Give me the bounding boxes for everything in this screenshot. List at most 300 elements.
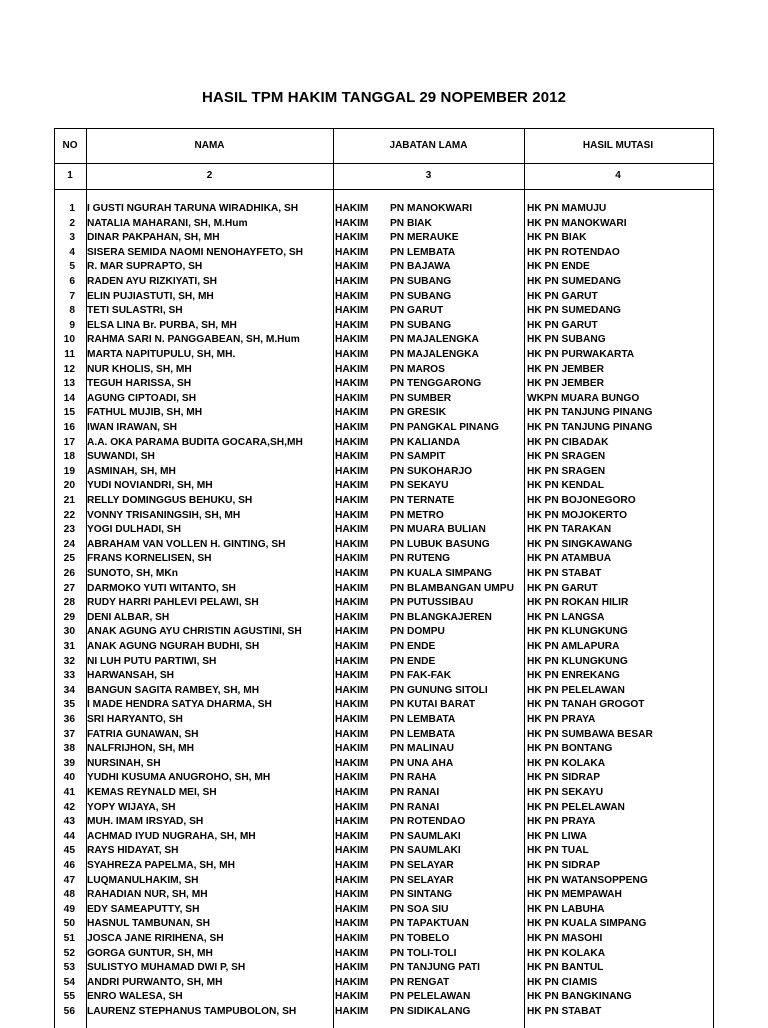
row-jabatan: HAKIM bbox=[335, 962, 369, 974]
row-pn: PN LEMBATA bbox=[390, 714, 456, 725]
row-jabatan: HAKIM bbox=[335, 407, 369, 419]
row-pn: PN RAHA bbox=[390, 772, 437, 784]
row-no: 44 bbox=[63, 830, 75, 842]
table-row bbox=[54, 713, 712, 728]
row-pn: PN MAJALENGKA bbox=[390, 334, 479, 346]
row-hasil-mutasi: HK PN GARUT bbox=[527, 290, 598, 302]
row-jabatan: HAKIM bbox=[335, 232, 369, 244]
table-row bbox=[54, 509, 712, 524]
row-hasil-mutasi: HK PN MEMPAWAH bbox=[527, 889, 622, 901]
row-nama: RAHMA SARI N. PANGGABEAN, SH, M.Hum bbox=[87, 334, 300, 346]
row-no: 36 bbox=[63, 714, 75, 725]
row-jabatan: HAKIM bbox=[335, 933, 369, 944]
row-hasil-mutasi: WKPN MUARA BUNGO bbox=[527, 392, 640, 404]
table-row bbox=[54, 625, 712, 640]
row-hasil-mutasi: HK PN SUMEDANG bbox=[527, 276, 621, 287]
row-no: 9 bbox=[69, 319, 75, 331]
row-no: 42 bbox=[63, 801, 75, 813]
row-pn: PN KALIANDA bbox=[390, 436, 461, 448]
table-row bbox=[54, 348, 712, 363]
row-pn: PN TENGGARONG bbox=[390, 378, 482, 390]
table-row bbox=[54, 728, 712, 743]
row-hasil-mutasi: HK PN LANGSA bbox=[527, 611, 605, 623]
table-row bbox=[54, 801, 712, 816]
row-jabatan: HAKIM bbox=[335, 246, 369, 258]
row-jabatan: HAKIM bbox=[335, 743, 369, 755]
row-jabatan: HAKIM bbox=[335, 728, 369, 740]
row-hasil-mutasi: HK PN PELELAWAN bbox=[527, 801, 625, 813]
row-pn: PN GUNUNG SITOLI bbox=[390, 684, 488, 696]
row-pn: PN TANJUNG PATI bbox=[390, 962, 480, 974]
table-row bbox=[54, 290, 712, 305]
row-jabatan: HAKIM bbox=[335, 480, 369, 492]
row-nama: FRANS KORNELISEN, SH bbox=[87, 553, 212, 565]
row-no: 19 bbox=[63, 465, 75, 477]
table-row bbox=[54, 567, 712, 582]
header-number-3: 3 bbox=[425, 170, 432, 181]
table-row bbox=[54, 217, 712, 232]
row-pn: PN TOLI-TOLI bbox=[390, 947, 457, 959]
table-row bbox=[54, 990, 712, 1005]
row-no: 54 bbox=[63, 976, 75, 988]
row-no: 29 bbox=[63, 611, 75, 623]
row-hasil-mutasi: HK PN SIDRAP bbox=[527, 860, 601, 871]
row-jabatan: HAKIM bbox=[335, 1006, 369, 1017]
row-pn: PN MAJALENGKA bbox=[390, 349, 479, 360]
row-nama: KEMAS REYNALD MEI, SH bbox=[87, 787, 217, 798]
table-row bbox=[54, 684, 712, 699]
row-pn: PN ENDE bbox=[390, 655, 436, 667]
table-row bbox=[54, 479, 712, 494]
row-jabatan: HAKIM bbox=[335, 509, 369, 521]
row-hasil-mutasi: HK PN TUAL bbox=[527, 845, 589, 857]
row-pn: PN FAK-FAK bbox=[390, 670, 452, 682]
row-hasil-mutasi: HK PN KENDAL bbox=[527, 480, 604, 492]
row-hasil-mutasi: HK PN TANAH GROGOT bbox=[527, 699, 645, 711]
row-nama: SISERA SEMIDA NAOMI NENOHAYFETO, SH bbox=[87, 246, 304, 258]
table-row bbox=[54, 669, 712, 684]
row-pn: PN UNA AHA bbox=[390, 757, 454, 769]
row-jabatan: HAKIM bbox=[335, 787, 369, 798]
table-row bbox=[54, 830, 712, 845]
row-no: 40 bbox=[63, 772, 75, 784]
row-no: 53 bbox=[63, 962, 75, 974]
row-jabatan: HAKIM bbox=[335, 436, 369, 448]
row-nama: BANGUN SAGITA RAMBEY, SH, MH bbox=[87, 684, 260, 696]
row-jabatan: HAKIM bbox=[335, 451, 369, 463]
row-jabatan: HAKIM bbox=[335, 538, 369, 550]
table-row bbox=[54, 640, 712, 655]
row-nama: FATRIA GUNAWAN, SH bbox=[87, 728, 199, 740]
row-no: 17 bbox=[63, 436, 75, 448]
row-no: 48 bbox=[63, 889, 75, 901]
row-hasil-mutasi: HK PN BANGKINANG bbox=[527, 991, 632, 1003]
table-row bbox=[54, 246, 712, 261]
table-row bbox=[54, 844, 712, 859]
table-top-border bbox=[54, 128, 713, 129]
row-hasil-mutasi: HK PN PRAYA bbox=[527, 714, 596, 725]
row-nama: NURSINAH, SH bbox=[87, 757, 161, 769]
table-row bbox=[54, 757, 712, 772]
row-nama: YOGI DULHADI, SH bbox=[87, 524, 181, 536]
row-hasil-mutasi: HK PN TANJUNG PINANG bbox=[527, 422, 653, 433]
row-no: 46 bbox=[63, 860, 75, 871]
row-jabatan: HAKIM bbox=[335, 392, 369, 404]
row-no: 24 bbox=[63, 538, 75, 550]
row-nama: IWAN IRAWAN, SH bbox=[87, 422, 177, 433]
row-hasil-mutasi: HK PN AMLAPURA bbox=[527, 641, 620, 652]
row-hasil-mutasi: HK PN TANJUNG PINANG bbox=[527, 407, 653, 419]
row-nama: ANAK AGUNG AYU CHRISTIN AGUSTINI, SH bbox=[87, 626, 302, 638]
header-nama: NAMA bbox=[194, 140, 225, 151]
row-hasil-mutasi: HK PN BIAK bbox=[527, 232, 587, 244]
table-row bbox=[54, 947, 712, 962]
table-row bbox=[54, 552, 712, 567]
row-jabatan: HAKIM bbox=[335, 772, 369, 784]
table-row bbox=[54, 260, 712, 275]
row-nama: RAYS HIDAYAT, SH bbox=[87, 845, 179, 857]
row-no: 8 bbox=[69, 305, 75, 317]
row-no: 13 bbox=[63, 378, 75, 390]
row-jabatan: HAKIM bbox=[335, 670, 369, 682]
row-no: 25 bbox=[63, 553, 75, 565]
row-no: 3 bbox=[69, 232, 75, 244]
row-hasil-mutasi: HK PN PURWAKARTA bbox=[527, 349, 635, 360]
row-hasil-mutasi: HK PN CIBADAK bbox=[527, 436, 609, 448]
row-jabatan: HAKIM bbox=[335, 860, 369, 871]
row-pn: PN MUARA BULIAN bbox=[390, 524, 486, 536]
row-jabatan: HAKIM bbox=[335, 947, 369, 959]
row-pn: PN BAJAWA bbox=[390, 261, 451, 273]
row-jabatan: HAKIM bbox=[335, 334, 369, 346]
row-hasil-mutasi: HK PN KOLAKA bbox=[527, 947, 606, 959]
row-no: 43 bbox=[63, 816, 75, 828]
row-jabatan: HAKIM bbox=[335, 422, 369, 433]
row-jabatan: HAKIM bbox=[335, 363, 369, 375]
table-row bbox=[54, 421, 712, 436]
row-nama: NATALIA MAHARANI, SH, M.Hum bbox=[87, 217, 248, 229]
row-pn: PN KUTAI BARAT bbox=[390, 699, 476, 711]
header-number-4: 4 bbox=[615, 170, 621, 181]
row-no: 31 bbox=[63, 641, 75, 652]
row-nama: NUR KHOLIS, SH, MH bbox=[87, 363, 192, 375]
row-jabatan: HAKIM bbox=[335, 830, 369, 842]
row-no: 45 bbox=[63, 845, 75, 857]
row-pn: PN RANAI bbox=[390, 801, 440, 813]
table-row bbox=[54, 932, 712, 947]
row-pn: PN METRO bbox=[390, 509, 444, 521]
row-pn: PN SUBANG bbox=[390, 319, 452, 331]
table-row bbox=[54, 611, 712, 626]
table-row bbox=[54, 231, 712, 246]
table-row bbox=[54, 874, 712, 889]
row-pn: PN LEMBATA bbox=[390, 728, 456, 740]
row-jabatan: HAKIM bbox=[335, 276, 369, 287]
row-nama: RUDY HARRI PAHLEVI PELAWI, SH bbox=[87, 597, 259, 609]
row-nama: I GUSTI NGURAH TARUNA WIRADHIKA, SH bbox=[87, 203, 299, 214]
row-pn: PN DOMPU bbox=[390, 626, 445, 638]
row-pn: PN PANGKAL PINANG bbox=[390, 422, 499, 433]
row-jabatan: HAKIM bbox=[335, 217, 369, 229]
row-pn: PN TOBELO bbox=[390, 933, 450, 944]
row-pn: PN BLAMBANGAN UMPU bbox=[390, 582, 514, 594]
row-nama: A.A. OKA PARAMA BUDITA GOCARA,SH,MH bbox=[87, 436, 303, 448]
row-nama: TEGUH HARISSA, SH bbox=[87, 378, 192, 390]
row-jabatan: HAKIM bbox=[335, 845, 369, 857]
row-jabatan: HAKIM bbox=[335, 568, 369, 579]
row-jabatan: HAKIM bbox=[335, 319, 369, 331]
row-hasil-mutasi: HK PN KLUNGKUNG bbox=[527, 655, 628, 667]
row-hasil-mutasi: HK PN STABAT bbox=[527, 1006, 602, 1017]
row-nama: ACHMAD IYUD NUGRAHA, SH, MH bbox=[87, 830, 256, 842]
row-no: 26 bbox=[63, 568, 75, 579]
row-hasil-mutasi: HK PN TARAKAN bbox=[527, 524, 612, 536]
table-row bbox=[54, 771, 712, 786]
row-jabatan: HAKIM bbox=[335, 553, 369, 565]
row-hasil-mutasi: HK PN BANTUL bbox=[527, 962, 604, 974]
header-number-2: 2 bbox=[206, 170, 213, 181]
row-jabatan: HAKIM bbox=[335, 655, 369, 667]
row-pn: PN PELELAWAN bbox=[390, 991, 471, 1003]
row-jabatan: HAKIM bbox=[335, 611, 369, 623]
row-no: 47 bbox=[63, 874, 75, 886]
row-hasil-mutasi: HK PN JEMBER bbox=[527, 363, 604, 375]
row-no: 10 bbox=[63, 334, 75, 346]
row-nama: MARTA NAPITUPULU, SH, MH. bbox=[87, 349, 236, 360]
row-hasil-mutasi: HK PN SRAGEN bbox=[527, 465, 606, 477]
row-no: 22 bbox=[63, 509, 75, 521]
table-row bbox=[54, 377, 712, 392]
table-row bbox=[54, 859, 712, 874]
row-pn: PN SUMBER bbox=[390, 392, 452, 404]
row-hasil-mutasi: HK PN KOLAKA bbox=[527, 757, 606, 769]
table-row bbox=[54, 406, 712, 421]
row-no: 30 bbox=[63, 626, 75, 638]
row-jabatan: HAKIM bbox=[335, 903, 369, 915]
row-hasil-mutasi: HK PN ENDE bbox=[527, 261, 590, 273]
row-nama: TETI SULASTRI, SH bbox=[87, 305, 183, 317]
row-jabatan: HAKIM bbox=[335, 203, 369, 214]
table-row bbox=[54, 698, 712, 713]
table-row bbox=[54, 538, 712, 553]
row-no: 28 bbox=[63, 597, 75, 609]
row-pn: PN PUTUSSIBAU bbox=[390, 597, 474, 609]
row-jabatan: HAKIM bbox=[335, 976, 369, 988]
table-row bbox=[54, 275, 712, 290]
row-nama: HASNUL TAMBUNAN, SH bbox=[87, 918, 210, 930]
table-row bbox=[54, 961, 712, 976]
row-pn: PN SELAYAR bbox=[390, 860, 454, 871]
row-pn: PN TAPAKTUAN bbox=[390, 918, 469, 930]
row-no: 2 bbox=[69, 217, 75, 229]
row-jabatan: HAKIM bbox=[335, 626, 369, 638]
row-hasil-mutasi: HK PN MAMUJU bbox=[527, 203, 607, 214]
row-pn: PN SUBANG bbox=[390, 276, 452, 287]
row-pn: PN MALINAU bbox=[390, 743, 454, 755]
row-nama: GORGA GUNTUR, SH, MH bbox=[87, 947, 213, 959]
row-no: 38 bbox=[63, 743, 75, 755]
row-jabatan: HAKIM bbox=[335, 684, 369, 696]
table-row bbox=[54, 582, 712, 597]
table-row bbox=[54, 450, 712, 465]
row-nama: LAURENZ STEPHANUS TAMPUBOLON, SH bbox=[87, 1006, 297, 1017]
table-row bbox=[54, 1005, 712, 1020]
row-jabatan: HAKIM bbox=[335, 918, 369, 930]
row-hasil-mutasi: HK PN MOJOKERTO bbox=[527, 509, 627, 521]
row-hasil-mutasi: HK PN SIDRAP bbox=[527, 772, 601, 784]
header-number-1: 1 bbox=[67, 170, 73, 181]
row-pn: PN LEMBATA bbox=[390, 246, 456, 258]
row-jabatan: HAKIM bbox=[335, 699, 369, 711]
row-jabatan: HAKIM bbox=[335, 597, 369, 609]
row-hasil-mutasi: HK PN KUALA SIMPANG bbox=[527, 918, 647, 930]
row-nama: MUH. IMAM IRSYAD, SH bbox=[87, 816, 204, 828]
row-no: 55 bbox=[63, 991, 75, 1003]
table-row bbox=[54, 436, 712, 451]
row-no: 6 bbox=[69, 276, 75, 287]
row-hasil-mutasi: HK PN ROKAN HILIR bbox=[527, 597, 629, 609]
row-pn: PN LUBUK BASUNG bbox=[390, 538, 490, 550]
row-pn: PN MAROS bbox=[390, 363, 445, 375]
row-nama: SYAHREZA PAPELMA, SH, MH bbox=[87, 860, 235, 871]
row-nama: EDY SAMEAPUTTY, SH bbox=[87, 903, 200, 915]
row-no: 33 bbox=[63, 670, 75, 682]
row-no: 21 bbox=[63, 495, 75, 506]
header-hasil-mutasi: HASIL MUTASI bbox=[582, 140, 654, 151]
row-jabatan: HAKIM bbox=[335, 465, 369, 477]
row-pn: PN ENDE bbox=[390, 641, 436, 652]
row-no: 56 bbox=[63, 1006, 75, 1017]
row-no: 49 bbox=[63, 903, 75, 915]
header-divider bbox=[54, 163, 713, 164]
row-nama: ELIN PUJIASTUTI, SH, MH bbox=[87, 290, 214, 302]
row-hasil-mutasi: HK PN MASOHI bbox=[527, 933, 603, 944]
row-hasil-mutasi: HK PN GARUT bbox=[527, 319, 598, 331]
row-no: 1 bbox=[69, 203, 75, 214]
row-nama: SUNOTO, SH, MKn bbox=[87, 568, 178, 579]
row-nama: YUDI NOVIANDRI, SH, MH bbox=[87, 480, 213, 492]
row-hasil-mutasi: HK PN PRAYA bbox=[527, 816, 596, 828]
row-pn: PN SAUMLAKI bbox=[390, 830, 461, 842]
row-nama: ANDRI PURWANTO, SH, MH bbox=[87, 976, 223, 988]
row-pn: PN RANAI bbox=[390, 787, 440, 798]
table-row bbox=[54, 742, 712, 757]
row-jabatan: HAKIM bbox=[335, 290, 369, 302]
header-no: NO bbox=[62, 140, 78, 151]
row-nama: RAHADIAN NUR, SH, MH bbox=[87, 889, 208, 901]
row-jabatan: HAKIM bbox=[335, 816, 369, 828]
row-pn: PN SIDIKALANG bbox=[390, 1006, 471, 1017]
row-nama: ABRAHAM VAN VOLLEN H. GINTING, SH bbox=[87, 538, 286, 550]
row-nama: DINAR PAKPAHAN, SH, MH bbox=[87, 232, 220, 244]
row-no: 15 bbox=[63, 407, 75, 419]
table-row bbox=[54, 333, 712, 348]
table-row bbox=[54, 786, 712, 801]
row-no: 51 bbox=[63, 933, 75, 944]
row-nama: ELSA LINA Br. PURBA, SH, MH bbox=[87, 319, 237, 331]
table-row bbox=[54, 494, 712, 509]
row-pn: PN SAMPIT bbox=[390, 451, 446, 463]
table-row bbox=[54, 903, 712, 918]
row-nama: HARWANSAH, SH bbox=[87, 670, 174, 682]
row-jabatan: HAKIM bbox=[335, 714, 369, 725]
row-hasil-mutasi: HK PN BOJONEGORO bbox=[527, 495, 636, 506]
row-jabatan: HAKIM bbox=[335, 641, 369, 652]
row-jabatan: HAKIM bbox=[335, 495, 369, 506]
row-no: 52 bbox=[63, 947, 75, 959]
row-jabatan: HAKIM bbox=[335, 757, 369, 769]
row-hasil-mutasi: HK PN MANOKWARI bbox=[527, 217, 627, 229]
row-hasil-mutasi: HK PN LIWA bbox=[527, 830, 587, 842]
row-hasil-mutasi: HK PN PELELAWAN bbox=[527, 684, 625, 696]
row-no: 39 bbox=[63, 757, 75, 769]
row-no: 32 bbox=[63, 655, 75, 667]
row-hasil-mutasi: HK PN BONTANG bbox=[527, 743, 613, 755]
row-nama: ANAK AGUNG NGURAH BUDHI, SH bbox=[87, 641, 260, 652]
row-pn: PN SELAYAR bbox=[390, 874, 454, 886]
row-pn: PN TERNATE bbox=[390, 495, 455, 506]
row-no: 23 bbox=[63, 524, 75, 536]
row-nama: LUQMANULHAKIM, SH bbox=[87, 874, 199, 886]
row-nama: RADEN AYU RIZKIYATI, SH bbox=[87, 276, 218, 287]
row-no: 50 bbox=[63, 918, 75, 930]
row-pn: PN BIAK bbox=[390, 217, 432, 229]
row-nama: I MADE HENDRA SATYA DHARMA, SH bbox=[87, 699, 272, 711]
row-hasil-mutasi: HK PN SUBANG bbox=[527, 334, 606, 346]
row-hasil-mutasi: HK PN SINGKAWANG bbox=[527, 538, 633, 550]
row-hasil-mutasi: HK PN JEMBER bbox=[527, 378, 604, 390]
row-hasil-mutasi: HK PN ROTENDAO bbox=[527, 246, 620, 258]
row-nama: DENI ALBAR, SH bbox=[87, 611, 170, 623]
row-no: 16 bbox=[63, 422, 75, 433]
row-nama: NI LUH PUTU PARTIWI, SH bbox=[87, 655, 217, 667]
table-row bbox=[54, 202, 712, 217]
row-pn: PN GRESIK bbox=[390, 407, 447, 419]
row-no: 12 bbox=[63, 363, 75, 375]
row-hasil-mutasi: HK PN ENREKANG bbox=[527, 670, 620, 682]
row-jabatan: HAKIM bbox=[335, 889, 369, 901]
table-row bbox=[54, 392, 712, 407]
table-row bbox=[54, 655, 712, 670]
row-pn: PN RUTENG bbox=[390, 553, 450, 565]
row-jabatan: HAKIM bbox=[335, 874, 369, 886]
row-nama: R. MAR SUPRAPTO, SH bbox=[87, 261, 203, 273]
row-no: 11 bbox=[64, 349, 75, 360]
table-row bbox=[54, 523, 712, 538]
row-hasil-mutasi: HK PN SRAGEN bbox=[527, 451, 606, 463]
table-row bbox=[54, 304, 712, 319]
row-pn: PN GARUT bbox=[390, 305, 444, 317]
row-jabatan: HAKIM bbox=[335, 582, 369, 594]
row-nama: ENRO WALESA, SH bbox=[87, 991, 183, 1003]
row-nama: DARMOKO YUTI WITANTO, SH bbox=[87, 582, 236, 594]
document-title: HASIL TPM HAKIM TANGGAL 29 NOPEMBER 2012 bbox=[201, 89, 567, 106]
row-no: 4 bbox=[69, 246, 75, 258]
row-nama: VONNY TRISANINGSIH, SH, MH bbox=[87, 509, 241, 521]
row-hasil-mutasi: HK PN STABAT bbox=[527, 568, 602, 579]
row-hasil-mutasi: HK PN KLUNGKUNG bbox=[527, 626, 628, 638]
header-jabatan-lama: JABATAN LAMA bbox=[389, 140, 468, 151]
row-pn: PN MANOKWARI bbox=[390, 203, 473, 214]
table-row bbox=[54, 363, 712, 378]
row-no: 41 bbox=[63, 787, 75, 798]
row-hasil-mutasi: HK PN ATAMBUA bbox=[527, 553, 612, 565]
row-jabatan: HAKIM bbox=[335, 524, 369, 536]
table-row bbox=[54, 917, 712, 932]
row-nama: YOPY WIJAYA, SH bbox=[87, 801, 176, 813]
row-hasil-mutasi: HK PN SEKAYU bbox=[527, 787, 604, 798]
row-no: 20 bbox=[63, 480, 75, 492]
